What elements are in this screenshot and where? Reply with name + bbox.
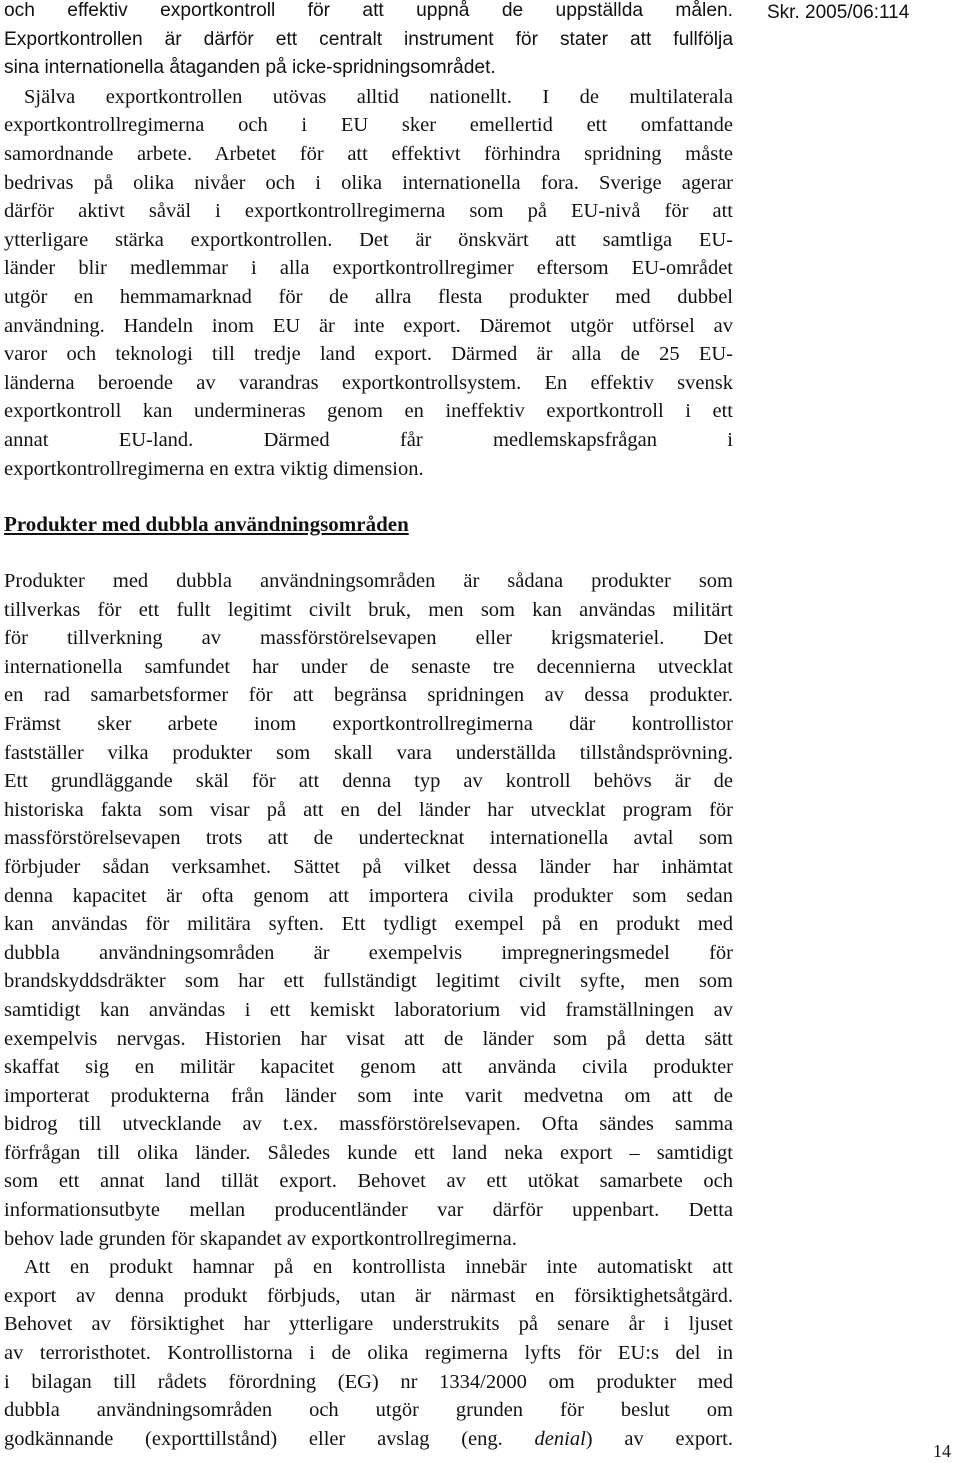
text-line: bedrivas på olika nivåer och i olika internationella fora. Sverige agerar — [4, 171, 733, 194]
text-line: exportkontrollregimerna och i EU sker emellertid ett omfattande — [4, 114, 733, 137]
text-line: samordnande arbete. Arbetet för att effektivt förhindra spridning måste — [4, 142, 733, 165]
text-line-last — [4, 1425, 733, 1454]
page-number: 14 — [933, 1441, 951, 1461]
text-line: som ett annat land tillät export. Behovet av ett utökat samarbete och — [4, 1170, 733, 1193]
text-line: bidrog till utvecklande av t.ex. massförstörelsevapen. Ofta sändes samma — [4, 1113, 733, 1136]
paragraph-dual-use — [4, 567, 733, 1253]
text-line: behov lade grunden för skapandet av exportkontrollregimerna. — [4, 1227, 517, 1250]
text-line: utgör en hemmamarknad för de allra flesta produkter med dubbel — [4, 285, 733, 308]
paragraph-control-list — [4, 1253, 733, 1453]
text-line: förbjuder sådan verksamhet. Sättet på vilket dessa länder har inhämtat — [4, 855, 733, 878]
text-line: Att en produkt hamnar på en kontrollista innebär inte automatiskt att — [24, 1256, 733, 1279]
text-line: länder blir medlemmar i alla exportkontrollregimer eftersom EU-området — [4, 257, 733, 280]
text-line: Ett grundläggande skäl för att denna typ av kontroll behövs är de — [4, 770, 733, 793]
intro-continuation — [4, 0, 733, 83]
text-line: för tillverkning av massförstörelsevapen eller krigsmateriel. Det — [4, 627, 733, 650]
body-text-top — [4, 0, 733, 483]
document-reference: Skr. 2005/06:114 — [767, 2, 910, 23]
text-line: kan användas för militära syften. Ett tydligt exempel på en produkt med — [4, 913, 733, 936]
italic-term: denial — [534, 1427, 586, 1450]
text-line: sina internationella åtaganden på icke-spridningsområdet. — [4, 57, 496, 79]
text-line: export av denna produkt förbjuds, utan är närmast en försiktighetsåtgärd. — [4, 1284, 733, 1307]
text-line: fastställer vilka produkter som skall vara underställda tillståndsprövning. — [4, 741, 733, 764]
text-line: brandskyddsdräkter som har ett fullständigt legitimt civilt syfte, men som — [4, 970, 733, 993]
text-line: massförstörelsevapen trots att de undertecknat internationella avtal som — [4, 827, 733, 850]
text-line: exempelvis nervgas. Historien har visat att de länder som på detta sätt — [4, 1027, 733, 1050]
text-line: tillverkas för ett fullt legitimt civilt bruk, men som kan användas militärt — [4, 598, 733, 621]
text-line: Behovet av försiktighet har ytterligare understrukits på senare år i ljuset — [4, 1313, 733, 1336]
text-line: förfrågan till olika länder. Således kunde ett land neka export – samtidigt — [4, 1141, 733, 1164]
text-line: av terroristhotet. Kontrollistorna i de olika regimerna lyfts för EU:s del in — [4, 1342, 733, 1365]
paragraph-coordination — [4, 83, 733, 112]
text-line: Exportkontrollen är därför ett centralt instrument för stater att fullfölja — [4, 28, 733, 50]
text-line: dubbla användningsområden och utgör grunden för beslut om — [4, 1399, 733, 1422]
text-line: ytterligare stärka exportkontrollen. Det är önskvärt att samtliga EU- — [4, 228, 733, 251]
text-line: importerat produkterna från länder som inte varit medvetna om att de — [4, 1084, 733, 1107]
text-line: denna kapacitet är ofta genom att importera civila produkter som sedan — [4, 884, 733, 907]
text-line: varor och teknologi till tredje land export. Därmed är alla de 25 EU- — [4, 343, 733, 366]
text-line: historiska fakta som visar på att en del länder har utvecklat program för — [4, 798, 733, 821]
text-line: samtidigt kan användas i ett kemiskt laboratorium vid framställningen av — [4, 998, 733, 1021]
text-line: en rad samarbetsformer för att begränsa spridningen av dessa produkter. — [4, 684, 733, 707]
text-line: internationella samfundet har under de senaste tre decennierna utvecklat — [4, 655, 733, 678]
paragraph-coordination-rest — [4, 111, 733, 483]
text-line: annat EU-land. Därmed får medlemskapsfrågan i — [4, 428, 733, 451]
text-line: skaffat sig en militär kapacitet genom att använda civila produkter — [4, 1056, 733, 1079]
text-run: godkännande (exporttillstånd) eller avslag (eng. — [4, 1427, 535, 1450]
text-run: ) av export. — [585, 1427, 733, 1450]
text-line: länderna beroende av varandras exportkontrollsystem. En effektiv svensk — [4, 371, 733, 394]
text-line: och effektiv exportkontroll för att uppnå de uppställda målen. — [4, 0, 733, 21]
body-text-section — [4, 567, 733, 1453]
text-line: Främst sker arbete inom exportkontrollregimerna där kontrollistor — [4, 712, 733, 735]
text-line: dubbla användningsområden är exempelvis impregneringsmedel för — [4, 941, 733, 964]
text-line: Produkter med dubbla användningsområden är sådana produkter som — [4, 570, 733, 592]
text-line: informationsutbyte mellan producentländer var därför uppenbart. Detta — [4, 1199, 733, 1222]
section-heading: Produkter med dubbla användningsområden — [4, 512, 409, 536]
text-line: i bilagan till rådets förordning (EG) nr 1334/2000 om produkter med — [4, 1370, 733, 1393]
text-line: därför aktivt såväl i exportkontrollregimerna som på EU-nivå för att — [4, 200, 733, 223]
text-line: exportkontrollregimerna en extra viktig dimension. — [4, 457, 424, 480]
text-line: användning. Handeln inom EU är inte export. Däremot utgör utförsel av — [4, 314, 733, 337]
text-line: Själva exportkontrollen utövas alltid nationellt. I de multilaterala — [24, 85, 733, 108]
text-line: exportkontroll kan undermineras genom en ineffektiv exportkontroll i ett — [4, 400, 733, 423]
